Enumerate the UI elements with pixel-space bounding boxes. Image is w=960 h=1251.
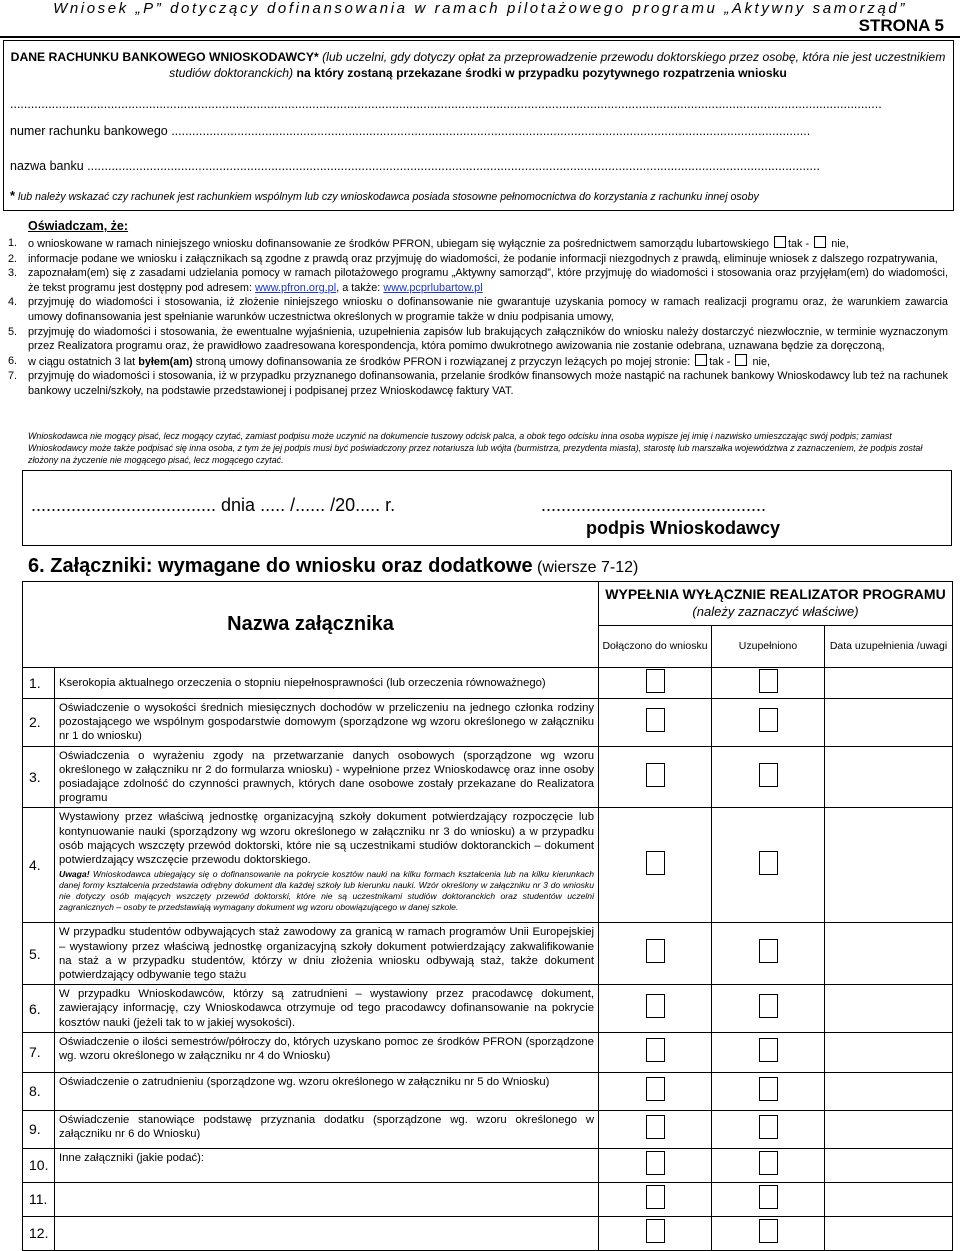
attached-checkbox[interactable]: [646, 669, 665, 693]
column-header-name: Nazwa załącznika: [23, 582, 599, 668]
declaration-list: [8, 236, 948, 399]
supplemented-checkbox[interactable]: [759, 994, 778, 1018]
other-attachment-field[interactable]: [55, 1216, 599, 1250]
declaration-item: 6. w ciągu ostatnich 3 lat byłem(am) stroną umowy dofinansowania ze środków PFRON i rozwiązanej z przyczyn leżących po mojej stronie: tak - nie,: [8, 354, 771, 368]
table-row: 5. W przypadku studentów odbywających staż zawodowy za granicą w ramach programów Unii Europejskiej – wystawiony przez właściwą jednostkę organizacyjną szkoły dokument potwierdzający zakwalifikowanie na staż a w przypadku studentów, którzy w dniu złożenia wniosku odbywają staż, także dokument potwierdzający odbywanie tego stażu: [23, 923, 953, 985]
attached-checkbox[interactable]: [646, 1151, 665, 1175]
date-remarks-cell[interactable]: [825, 923, 953, 985]
attached-checkbox[interactable]: [646, 1219, 665, 1243]
table-row: 7. Oświadczenie o ilości semestrów/półroczy do, których uzyskano pomoc ze środków PFRON (sporządzone wg. wzoru określonego w załączniku nr 4 do Wniosku): [23, 1032, 953, 1072]
supplemented-checkbox[interactable]: [759, 669, 778, 693]
attachments-title: 6. Załączniki: wymagane do wniosku oraz dodatkowe (wiersze 7-12): [28, 555, 639, 577]
attached-checkbox[interactable]: [646, 939, 665, 963]
date-remarks-cell[interactable]: [825, 746, 953, 808]
table-row: 2. Oświadczenie o wysokości średnich miesięcznych dochodów w przeliczeniu na jednego członka rodziny pozostającego we wspólnym gospodarstwie domowym (sporządzone wg wzoru określonego w załączniku nr 1 do wniosku): [23, 699, 953, 747]
declaration-item: 4. przyjmuję do wiadomości i stosowania, iż złożenie niniejszego wniosku o dofinansowanie nie gwarantuje uzyskania pomocy w ramach realizacji programu oraz, że warunkiem zawarcia umowy dofinansowania jest spełnianie warunków uczestnictwa określonych w programie także w dniu podpisania umowy,: [8, 296, 948, 323]
date-remarks-cell[interactable]: [825, 1110, 953, 1148]
account-holder-field[interactable]: ...........................................................................................................................................................................................................................................................: [10, 97, 882, 111]
date-remarks-cell[interactable]: [825, 1216, 953, 1250]
bank-account-section: [3, 40, 954, 211]
declaration-item: 7. przyjmuję do wiadomości i stosowania, iż w przypadku przyznanego dofinansowania, przelanie środków finansowych może nastąpić na rachunek bankowy Wnioskodawcy lub też na rachunek bankowy uczelni/szkoły, na podstawie przedstawionej i podpisanej przez Wnioskodawcę faktury VAT.: [8, 370, 948, 397]
attached-checkbox[interactable]: [646, 1077, 665, 1101]
yes-checkbox[interactable]: [695, 354, 707, 366]
no-checkbox[interactable]: [735, 354, 747, 366]
attached-checkbox[interactable]: [646, 708, 665, 732]
date-remarks-cell[interactable]: [825, 1032, 953, 1072]
date-remarks-cell[interactable]: [825, 699, 953, 747]
signature-instruction-note: Wnioskodawca nie mogący pisać, lecz mogący czytać, zamiast podpisu może uczynić na dokumencie tuszowy odcisk palca, a obok tego odcisku inna osoba wypisze jej imię i nazwisko umieszczając swój podpis; zamiast Wnioskodawcy może także podpisać się inna osoba, z tym że jej podpis musi być poświadczony przez notariusza lub wójta (burmistrza, prezydenta miasta), starostę lub marszałka województwa z zaznaczeniem, że podpis został złożony na życzenie nie mogącego pisać, lecz mogącego czytać.: [28, 431, 923, 466]
declaration-item: 1. o wnioskowane w ramach niniejszego wniosku dofinansowanie ze środków PFRON, ubiegam się wyłącznie za pośrednictwem samorządu lubartowskiego tak - nie,: [8, 237, 849, 250]
table-row: 3. Oświadczenia o wyrażeniu zgody na przetwarzanie danych osobowych (sporządzone wg wzoru określonego w załączniku nr 2 do formularza wniosku) - wypełnione przez Wnioskodawcę oraz inne osoby posiadające zdolność do czynności prawnych, których dane osobowe zostały przekazane do Realizatora programu: [23, 746, 953, 808]
date-remarks-cell[interactable]: [825, 1148, 953, 1182]
no-checkbox[interactable]: [814, 236, 826, 248]
column-header-realizator: WYPEŁNIA WYŁĄCZNIE REALIZATOR PROGRAMU (należy zaznaczyć właściwe): [599, 582, 953, 626]
other-attachment-field[interactable]: [55, 1182, 599, 1216]
supplemented-checkbox[interactable]: [759, 708, 778, 732]
column-header-supplemented: Uzupełniono: [712, 626, 825, 668]
date-field[interactable]: ..................................... dnia ..... /...... /20..... r.: [31, 495, 396, 515]
table-row: 4. Wystawiony przez właściwą jednostkę organizacyjną szkoły dokument potwierdzający rozpoczęcie lub kontynuowanie nauki (sporządzony wg wzoru określonego w załączniku nr 3 do wniosku) a w przypadku osób mających wszczęty przewód doktorski, które nie są uczestnikami studiów doktoranckich – dokument potwierdzający wszczęcie przewodu doktorskiego. Uwaga! Wnioskodawca ubiegający się o dofinansowanie na pokrycie kosztów nauki na kilku formach kształcenia lub na kilku kierunkach danej formy kształcenia przedstawia odrębny dokument dla każdej szkoły lub kierunku nauki. Wzór określony w załączniku nr 3 do wniosku nie dotyczy osób mających wszczęty przewód doktorski, które nie są uczestnikami studiów doktoranckich oraz studentów uczelni zagranicznych – osoby te przedstawiają wymagany dokument wg wzoru obowiązującego w danej szkole.: [23, 808, 953, 923]
yes-checkbox[interactable]: [774, 236, 786, 248]
declaration-item: 5. przyjmuję do wiadomości i stosowania, że ewentualne wyjaśnienia, uzupełnienia zapisów lub brakujących załączników do wniosku należy dostarczyć niezwłocznie, w terminie wyznaczonym przez Realizatora programu oraz, że prawidłowo zaadresowana korespondencja, która pomimo dwukrotnego awizowania nie zostanie odebrana, uznawana będzie za doręczoną,: [8, 325, 948, 353]
table-row: 8. Oświadczenie o zatrudnieniu (sporządzone wg. wzoru określonego w załączniku nr 5 do Wniosku): [23, 1072, 953, 1110]
date-remarks-cell[interactable]: [825, 808, 953, 923]
table-row: 11.: [23, 1182, 953, 1216]
attached-checkbox[interactable]: [646, 851, 665, 875]
account-number-field[interactable]: numer rachunku bankowego ........................................................................................................................................................................................: [10, 124, 811, 138]
table-row: 1. Kserokopia aktualnego orzeczenia o stopniu niepełnosprawności (lub orzeczenia równoważnego): [23, 668, 953, 699]
supplemented-checkbox[interactable]: [759, 939, 778, 963]
declaration-item: 3. zapoznałam(em) się z zasadami udzielania pomocy w ramach pilotażowego programu „Aktywny samorząd”, które przyjmuję do wiadomości i stosowania oraz przyjęłam(em) do wiadomości, że tekst programu jest dostępny pod adresem: www.pfron.org.pl, a także: www.pcprlubartow.pl: [8, 267, 948, 294]
date-remarks-cell[interactable]: [825, 668, 953, 699]
supplemented-checkbox[interactable]: [759, 1219, 778, 1243]
signature-field[interactable]: .............................................: [541, 495, 767, 515]
table-row: 12.: [23, 1216, 953, 1250]
attached-checkbox[interactable]: [646, 1038, 665, 1062]
date-remarks-cell[interactable]: [825, 1072, 953, 1110]
supplemented-checkbox[interactable]: [759, 763, 778, 787]
table-row: 6. W przypadku Wnioskodawców, którzy są zatrudnieni – wystawiony przez pracodawcę dokument, zawierający informację, czy Wnioskodawca otrzymuje od tego pracodawcy dofinansowanie na pokrycie kosztów nauki (jeżeli tak to w jakiej wysokości).: [23, 985, 953, 1033]
column-header-attached: Dołączono do wniosku: [599, 626, 712, 668]
bank-name-field[interactable]: nazwa banku ...................................................................................................................................................................................................................: [10, 159, 820, 173]
supplemented-checkbox[interactable]: [759, 1151, 778, 1175]
pfron-link[interactable]: www.pfron.org.pl: [255, 281, 337, 294]
supplemented-checkbox[interactable]: [759, 1185, 778, 1209]
declaration-item: 2. informacje podane we wniosku i załącznikach są zgodne z prawdą oraz przyjmuję do wiadomości, że podanie informacji niezgodnych z prawdą, eliminuje wniosek z dalszego rozpatrywania,: [8, 252, 938, 265]
attachments-table: [22, 581, 953, 1251]
document-header: Wniosek „P” dotyczący dofinansowania w ramach pilotażowego programu „Aktywny samorząd”: [53, 0, 907, 17]
signature-label: podpis Wnioskodawcy: [586, 518, 781, 538]
bank-section-title: DANE RACHUNKU BANKOWEGO WNIOSKODAWCY* (lub uczelni, gdy dotyczy opłat za przeprowadzenie przewodu doktorskiego przez osobę, która nie jest uczestnikiem studiów doktoranckich) na który zostaną przekazane środki w przypadku pozytywnego rozpatrzenia wniosku: [10, 50, 946, 80]
header-divider: [0, 36, 960, 38]
table-row: 10. Inne załączniki (jakie podać):: [23, 1148, 953, 1182]
supplemented-checkbox[interactable]: [759, 1115, 778, 1139]
supplemented-checkbox[interactable]: [759, 851, 778, 875]
date-remarks-cell[interactable]: [825, 1182, 953, 1216]
column-header-date: Data uzupełnienia /uwagi: [825, 626, 953, 668]
supplemented-checkbox[interactable]: [759, 1077, 778, 1101]
declaration-heading: Oświadczam, że:: [28, 219, 129, 233]
table-row: 9. Oświadczenie stanowiące podstawę przyznania dodatku (sporządzone wg. wzoru określonego w załączniku nr 6 do Wniosku): [23, 1110, 953, 1148]
pcpr-link[interactable]: www.pcprlubartow.pl: [383, 281, 483, 294]
attached-checkbox[interactable]: [646, 994, 665, 1018]
date-remarks-cell[interactable]: [825, 985, 953, 1033]
page-number: STRONA 5: [858, 16, 944, 35]
attached-checkbox[interactable]: [646, 1185, 665, 1209]
bank-footnote: * lub należy wskazać czy rachunek jest rachunkiem wspólnym lub czy wnioskodawca posiada stosowne pełnomocnictwa do korzystania z rachunku innej osoby: [10, 188, 759, 203]
attached-checkbox[interactable]: [646, 763, 665, 787]
attached-checkbox[interactable]: [646, 1115, 665, 1139]
signature-section: [22, 470, 952, 546]
supplemented-checkbox[interactable]: [759, 1038, 778, 1062]
